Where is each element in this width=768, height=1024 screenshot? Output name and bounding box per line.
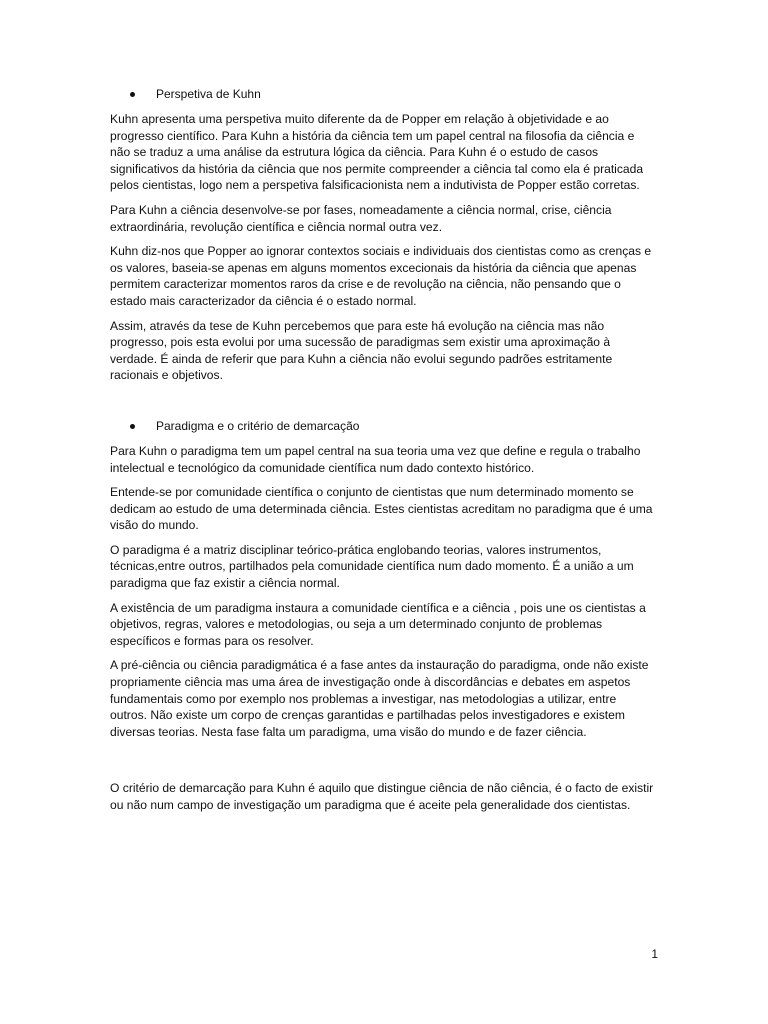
page-number: 1 <box>651 947 658 961</box>
paragraph: O paradigma é a matriz disciplinar teórico-prática englobando teorias, valores instrumentos, técnicas,entre outros, partilhados pela comunidade científica num dado momento. É a união a um paradigma que faz existir a ciência normal. <box>110 542 634 591</box>
bullet-icon <box>130 92 135 97</box>
paragraph: Assim, através da tese de Kuhn percebemos que para este há evolução na ciência mas não progresso, pois esta evolui por uma sucessão de paradigmas sem existir uma aproximação à verdade. É ainda de referir que para Kuhn a ciência não evolui segundo padrões estritamente racionais e objetivos. <box>110 318 613 383</box>
section-heading-paradigma <box>110 418 655 435</box>
section-heading-text: Paradigma e o critério de demarcação <box>156 418 360 433</box>
paragraph: Para Kuhn o paradigma tem um papel central na sua teoria uma vez que define e regula o trabalho intelectual e tecnológico da comunidade científica num dado contexto histórico. <box>110 443 641 475</box>
paragraph: A existência de um paradigma instaura a comunidade científica e a ciência , pois une os cientistas a objetivos, regras, valores e metodologias, ou seja a um determinado conjunto de problemas específicos e formas para os resolver. <box>110 600 646 648</box>
paragraph: Kuhn diz-nos que Popper ao ignorar contextos sociais e individuais dos cientistas como as crenças e os valores, baseia-se apenas em alguns momentos excecionais da história da ciência que apenas permitem caracterizar momentos raros da crise e de revolução na ciência, não pensando que o estado mais caracterizador da ciência é o estado normal. <box>110 244 652 308</box>
bullet-icon <box>130 424 135 429</box>
section-heading-perspetiva-kuhn <box>110 86 655 103</box>
spacer <box>110 392 655 418</box>
paragraph-demarcation: O critério de demarcação para Kuhn é aquilo que distingue ciência de não ciência, é o facto de existir ou não num campo de investigação um paradigma que é aceite pela generalidade dos cientistas. <box>110 781 654 812</box>
spacer <box>110 748 655 780</box>
paragraph: Entende-se por comunidade científica o conjunto de cientistas que num determinado momento se dedicam ao estudo de uma determinada ciência. Estes cientistas acreditam no paradigma que é uma visão do mundo. <box>110 485 653 533</box>
paragraph: Kuhn apresenta uma perspetiva muito diferente da de Popper em relação à objetividade e ao progresso científico. Para Kuhn a história da ciência tem um papel central na filosofia da ciência e não se traduz a uma análise da estrutura lógica da ciência. Para Kuhn é o estudo de casos significativos da história da ciência que nos permite compreender a ciência tal como ela é praticada pelos cientistas, logo nem a perspetiva falsificacionista nem a indutivista de Popper estão corretas. <box>110 112 644 193</box>
paragraph: Para Kuhn a ciência desenvolve-se por fases, nomeadamente a ciência normal, crise, ciência extraordinária, revolução científica e ciência normal outra vez. <box>110 202 612 234</box>
paragraph: A pré-ciência ou ciência paradigmática é a fase antes da instauração do paradigma, onde não existe propriamente ciência mas uma área de investigação onde à discordâncias e debates em aspetos fundamentais como por exemplo nos problemas a investigar, nas metodologias a utilizar, entre outros. Não existe um corpo de crenças garantidas e partilhadas pelos investigadores e existem diversas teorias. Nesta fase falta um paradigma, uma visão do mundo e de fazer ciência. <box>110 658 649 739</box>
document-body <box>110 86 655 822</box>
section-heading-text: Perspetiva de Kuhn <box>156 87 261 101</box>
